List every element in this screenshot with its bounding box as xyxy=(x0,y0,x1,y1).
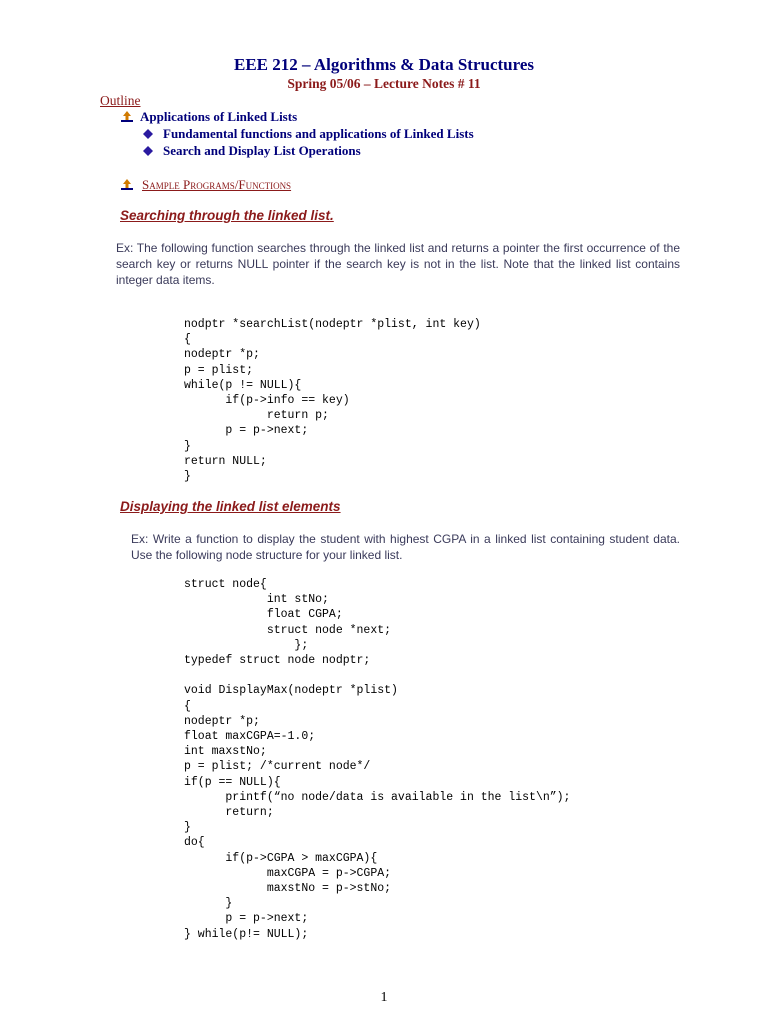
arrow-bullet-icon xyxy=(121,111,133,123)
display-max-code: struct node{ int stNo; float CGPA; struct node *next; }; typedef struct node nodptr; void DisplayMax(nodeptr *plist) { nodeptr *p; float maxCGPA=-1.0; int maxstNo; p = plist; /*current node*/ if(p == NULL){ printf(“no node/data is available in the list\n”); return; } do{ if(p->CGPA > maxCGPA){ maxCGPA = p->CGPA; maxstNo = p->stNo; } p = p->next; } while(p!= NULL); xyxy=(184,578,571,941)
search-section-heading: Searching through the linked list. xyxy=(120,208,334,223)
outline-item-applications: Applications of Linked Lists xyxy=(140,109,298,124)
diamond-bullet-icon xyxy=(143,129,153,139)
display-section-paragraph: Ex: Write a function to display the student with highest CGPA in a linked list containing student data. Use the following node structure for your linked list. xyxy=(131,532,680,562)
outline-subitem-fundamental: Fundamental functions and applications of Linked Lists xyxy=(163,126,474,141)
display-section-heading: Displaying the linked list elements xyxy=(120,499,341,514)
page-number: 1 xyxy=(380,990,388,1005)
search-section-paragraph: Ex: The following function searches through the linked list and returns a pointer the first occurrence of the search key or returns NULL pointer if the search key is not in the list. Note that the linked list contains integer data items. xyxy=(116,241,680,287)
outline-heading: Outline xyxy=(100,93,141,108)
diamond-bullet-icon xyxy=(143,146,153,156)
arrow-bullet-icon xyxy=(121,179,133,191)
page-title: EEE 212 – Algorithms & Data Structures xyxy=(233,55,534,74)
outline-subitem-search-display: Search and Display List Operations xyxy=(163,143,361,158)
page-subtitle: Spring 05/06 – Lecture Notes # 11 xyxy=(287,76,481,91)
sample-programs-heading: Sample Programs/Functions xyxy=(142,177,292,192)
search-list-code: nodptr *searchList(nodeptr *plist, int key) { nodeptr *p; p = plist; while(p != NULL){ if(p->info == key) return p; p = p->next; } return NULL; } xyxy=(184,318,481,484)
